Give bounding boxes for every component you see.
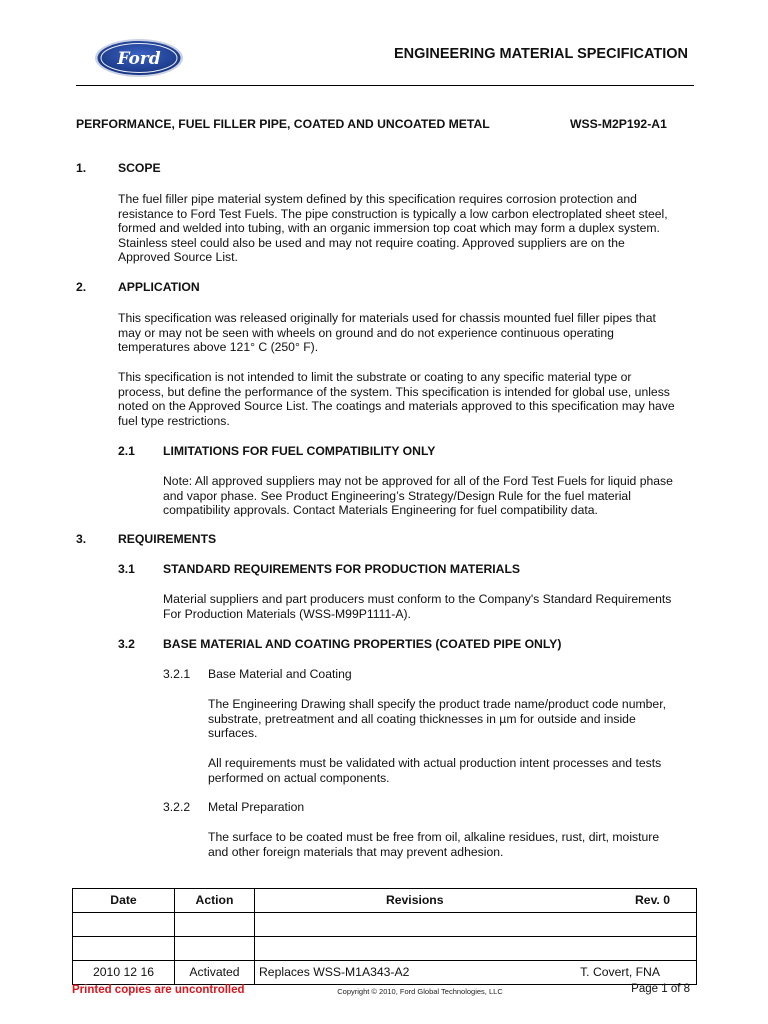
section-3-2-number: 3.2 bbox=[118, 637, 135, 651]
text-line: For Production Materials (WSS-M99P1111-A). bbox=[163, 606, 411, 621]
section-1-body bbox=[118, 192, 696, 265]
section-3-2-heading: BASE MATERIAL AND COATING PROPERTIES (COATED PIPE ONLY) bbox=[163, 637, 562, 651]
section-3-heading: REQUIREMENTS bbox=[118, 532, 217, 546]
revision-table bbox=[72, 888, 697, 985]
text-line: performed on actual components. bbox=[208, 770, 390, 785]
text-line: All requirements must be validated with actual production intent processes and tests bbox=[208, 756, 662, 770]
table-cell bbox=[73, 937, 175, 961]
table-row bbox=[73, 913, 697, 937]
text-line: Note: All approved suppliers may not be approved for all of the Ford Test Fuels for liquid phase bbox=[163, 474, 673, 488]
text-line: and other foreign materials that may prevent adhesion. bbox=[208, 844, 504, 859]
text-line: Stainless steel could also be used and may not require coating. Approved suppliers are on the bbox=[118, 235, 625, 250]
spec-number: WSS-M2P192-A1 bbox=[570, 117, 667, 131]
text-line: This specification was released originally for materials used for chassis mounted fuel filler pipes that bbox=[118, 311, 656, 325]
copyright-notice: Copyright © 2010, Ford Global Technologies, LLC bbox=[337, 987, 503, 996]
section-3-2-2-number: 3.2.2 bbox=[163, 800, 191, 814]
table-cell bbox=[175, 913, 255, 937]
section-3-2-1-heading: Base Material and Coating bbox=[208, 667, 352, 681]
text-line: process, but define the performance of the system. This specification is intended for global use, unless bbox=[118, 384, 670, 399]
text-line: temperatures above 121° C (250° F). bbox=[118, 340, 319, 355]
row-author: T. Covert, FNA bbox=[575, 961, 697, 985]
row-date: 2010 12 16 bbox=[73, 961, 175, 985]
table-cell bbox=[175, 937, 255, 961]
header-date: Date bbox=[73, 889, 175, 913]
section-3-2-1-number: 3.2.1 bbox=[163, 667, 191, 681]
table-cell bbox=[255, 913, 697, 937]
table-cell bbox=[255, 937, 697, 961]
header-revisions: Revisions bbox=[255, 889, 575, 913]
svg-text:Ford: Ford bbox=[117, 49, 161, 69]
section-3-2-1-paragraph-2 bbox=[208, 756, 696, 785]
document-subtitle: PERFORMANCE, FUEL FILLER PIPE, COATED AND UNCOATED METAL bbox=[76, 117, 490, 131]
section-3-number: 3. bbox=[76, 532, 87, 546]
header-rev: Rev. 0 bbox=[575, 889, 697, 913]
section-2-number: 2. bbox=[76, 280, 87, 294]
text-line: substrate, pretreatment and all coating thicknesses in µm for outside and inside bbox=[208, 711, 636, 726]
text-line: Material suppliers and part producers must conform to the Company's Standard Requirements bbox=[163, 592, 672, 606]
table-cell bbox=[73, 913, 175, 937]
text-line: compatibility approvals. Contact Materials Engineering for fuel compatibility data. bbox=[163, 503, 598, 518]
section-3-1-number: 3.1 bbox=[118, 562, 135, 576]
section-2-paragraph-2 bbox=[118, 370, 696, 428]
table-header-row bbox=[73, 889, 697, 913]
text-line: noted on the Approved Source List. The coatings and materials approved to this specification may have bbox=[118, 399, 675, 414]
text-line: This specification is not intended to limit the substrate or coating to any specific material type or bbox=[118, 370, 632, 384]
uncontrolled-copies-notice: Printed copies are uncontrolled bbox=[72, 984, 245, 996]
text-line: The Engineering Drawing shall specify the product trade name/product code number, bbox=[208, 697, 666, 711]
section-2-1-heading: LIMITATIONS FOR FUEL COMPATIBILITY ONLY bbox=[163, 444, 436, 458]
header-divider bbox=[76, 85, 694, 86]
text-line: surfaces. bbox=[208, 726, 258, 741]
page-number: Page 1 of 8 bbox=[631, 983, 690, 995]
section-3-1-body bbox=[163, 592, 696, 621]
table-row bbox=[73, 961, 697, 985]
section-3-2-2-heading: Metal Preparation bbox=[208, 800, 305, 814]
table-row bbox=[73, 937, 697, 961]
header-action: Action bbox=[175, 889, 255, 913]
section-2-paragraph-1 bbox=[118, 311, 696, 355]
section-1-number: 1. bbox=[76, 161, 87, 175]
text-line: fuel type restrictions. bbox=[118, 413, 230, 428]
ford-logo bbox=[94, 38, 184, 78]
row-revisions: Replaces WSS-M1A343-A2 bbox=[255, 961, 575, 985]
section-3-2-2-body bbox=[208, 830, 696, 859]
section-3-2-1-paragraph-1 bbox=[208, 697, 696, 741]
text-line: resistance to Ford Test Fuels. The pipe construction is typically a low carbon electroplated sheet steel, bbox=[118, 206, 668, 221]
section-2-1-number: 2.1 bbox=[118, 444, 135, 458]
section-3-1-heading: STANDARD REQUIREMENTS FOR PRODUCTION MATERIALS bbox=[163, 562, 521, 576]
text-line: may or may not be seen with wheels on ground and do not experience continuous operating bbox=[118, 325, 614, 340]
document-title: ENGINEERING MATERIAL SPECIFICATION bbox=[393, 46, 688, 62]
text-line: Approved Source List. bbox=[118, 250, 238, 265]
text-line: The fuel filler pipe material system defined by this specification requires corrosion protection and bbox=[118, 192, 637, 206]
section-2-heading: APPLICATION bbox=[118, 280, 200, 294]
text-line: and vapor phase. See Product Engineering’s Strategy/Design Rule for the fuel material bbox=[163, 488, 631, 503]
section-2-1-body bbox=[163, 474, 696, 518]
row-action: Activated bbox=[175, 961, 255, 985]
section-1-heading: SCOPE bbox=[118, 161, 161, 175]
text-line: The surface to be coated must be free from oil, alkaline residues, rust, dirt, moisture bbox=[208, 830, 660, 844]
text-line: formed and welded into tubing, with an organic immersion top coat which may form a duplex system. bbox=[118, 221, 660, 236]
